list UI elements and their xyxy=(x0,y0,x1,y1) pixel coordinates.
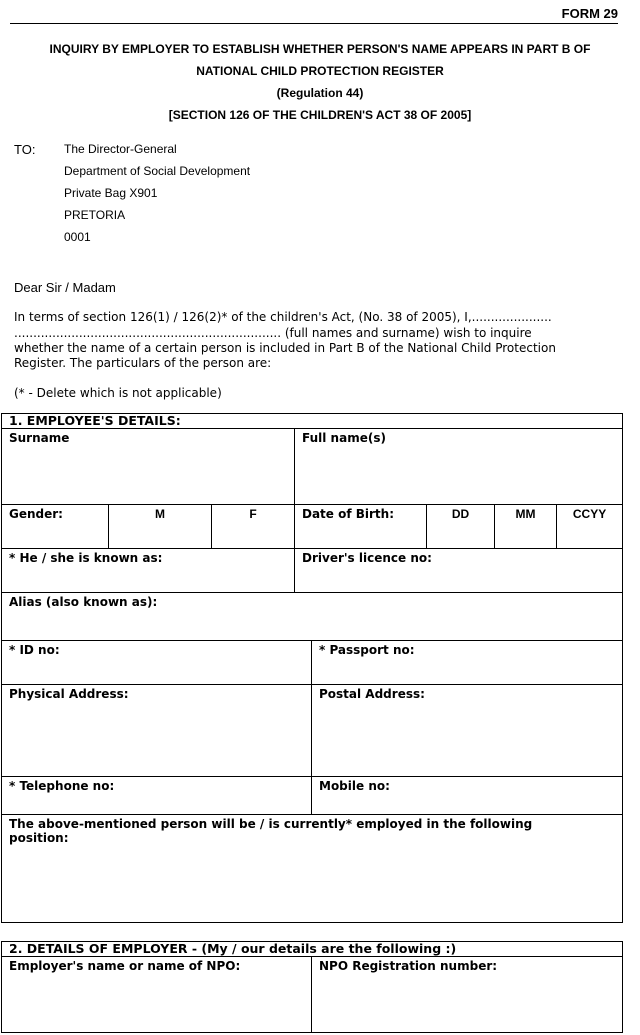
employer-name-field[interactable] xyxy=(2,957,312,1033)
section-1-heading: 1. EMPLOYEE'S DETAILS: xyxy=(2,414,623,429)
employee-details-table xyxy=(1,413,623,923)
npo-registration-label: NPO Registration number: xyxy=(319,959,498,973)
salutation: Dear Sir / Madam xyxy=(14,280,116,295)
form-number: FORM 29 xyxy=(561,6,618,21)
dob-year-field[interactable]: CCYY xyxy=(557,505,623,549)
position-label-line-1: The above-mentioned person will be / is currently* employed in the following xyxy=(9,817,533,831)
telephone-field[interactable] xyxy=(2,777,312,815)
dob-label: Date of Birth: xyxy=(295,505,427,549)
title-line-1: INQUIRY BY EMPLOYER TO ESTABLISH WHETHER PERSON'S NAME APPEARS IN PART B OF xyxy=(49,42,591,56)
npo-registration-field[interactable] xyxy=(312,957,623,1033)
dob-day-field[interactable]: DD xyxy=(427,505,495,549)
title-line-2: NATIONAL CHILD PROTECTION REGISTER xyxy=(196,64,444,78)
postal-address-label: Postal Address: xyxy=(319,687,425,701)
alias-field[interactable] xyxy=(2,593,623,641)
drivers-licence-label: Driver's licence no: xyxy=(302,551,432,565)
physical-address-label: Physical Address: xyxy=(9,687,129,701)
paragraph-line: ...................................................................... (full names and surname) wish to inquire xyxy=(14,326,532,340)
known-as-field[interactable] xyxy=(2,549,295,593)
gender-f-option[interactable]: F xyxy=(212,505,295,549)
employer-name-label: Employer's name or name of NPO: xyxy=(9,959,241,973)
address-line: Department of Social Development xyxy=(64,164,251,178)
passport-no-field[interactable] xyxy=(312,641,623,685)
gender-m-option[interactable]: M xyxy=(109,505,212,549)
id-no-label: * ID no: xyxy=(9,643,60,657)
paragraph-line: Register. The particulars of the person are: xyxy=(14,356,272,370)
address-line: Private Bag X901 xyxy=(64,186,158,200)
surname-label: Surname xyxy=(9,431,70,445)
surname-field[interactable] xyxy=(2,429,295,505)
paragraph-line: In terms of section 126(1) / 126(2)* of the children's Act, (No. 38 of 2005), I,..................... xyxy=(14,310,552,324)
physical-address-field[interactable] xyxy=(2,685,312,777)
section-2-heading: 2. DETAILS OF EMPLOYER - (My / our details are the following :) xyxy=(2,942,623,957)
drivers-licence-field[interactable] xyxy=(295,549,623,593)
title-section: [SECTION 126 OF THE CHILDREN'S ACT 38 OF 2005] xyxy=(168,108,472,122)
gender-label: Gender: xyxy=(2,505,109,549)
postal-address-field[interactable] xyxy=(312,685,623,777)
delete-note: (* - Delete which is not applicable) xyxy=(14,386,222,400)
employer-details-table xyxy=(1,941,623,1033)
telephone-label: * Telephone no: xyxy=(9,779,115,793)
mobile-label: Mobile no: xyxy=(319,779,390,793)
paragraph-line: whether the name of a certain person is included in Part B of the National Child Protection xyxy=(14,341,556,355)
id-no-field[interactable] xyxy=(2,641,312,685)
top-rule xyxy=(10,23,618,24)
title-regulation: (Regulation 44) xyxy=(276,86,364,100)
passport-no-label: * Passport no: xyxy=(319,643,415,657)
full-names-field[interactable] xyxy=(295,429,623,505)
alias-label: Alias (also known as): xyxy=(9,595,158,609)
address-line: The Director-General xyxy=(64,142,177,156)
position-field[interactable] xyxy=(2,815,623,923)
position-label-line-2: position: xyxy=(9,831,69,845)
address-line: PRETORIA xyxy=(64,208,126,222)
full-names-label: Full name(s) xyxy=(302,431,386,445)
to-label: TO: xyxy=(14,142,36,157)
known-as-label: * He / she is known as: xyxy=(9,551,163,565)
address-line: 0001 xyxy=(64,230,91,244)
mobile-field[interactable] xyxy=(312,777,623,815)
dob-month-field[interactable]: MM xyxy=(495,505,557,549)
